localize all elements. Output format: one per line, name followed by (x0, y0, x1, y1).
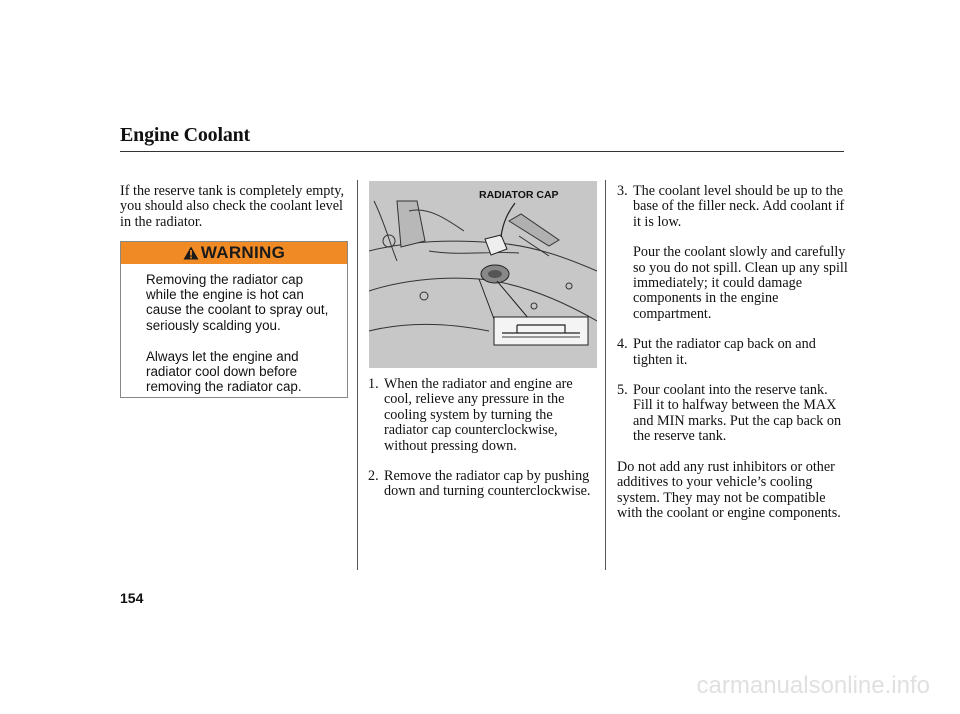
warning-body (121, 264, 347, 394)
intro-paragraph: If the reserve tank is completely empty, you should also check the coolant level in the radiator. (120, 183, 345, 230)
list-item (617, 184, 849, 230)
step-text: Remove the radiator cap by pushing down and turning counterclockwise. (384, 468, 591, 500)
step-number: 3. (617, 183, 628, 199)
page-number: 154 (120, 590, 144, 606)
warning-box (120, 241, 348, 398)
radiator-cap-illustration (369, 181, 597, 368)
warning-paragraph: Removing the radiator cap while the engine is hot can cause the coolant to spray out, seriously scalding you. (146, 272, 329, 333)
additive-note: Do not add any rust inhibitors or other additives to your vehicle’s cooling system. They may not be compatible with the coolant or engine components. (617, 458, 841, 521)
list-item (368, 469, 600, 500)
step-number: 2. (368, 468, 379, 485)
column-divider (357, 180, 358, 570)
list-item (617, 337, 849, 368)
step-number: 5. (617, 382, 628, 399)
warning-heading: WARNING (200, 243, 286, 262)
step-note: Pour the coolant slowly and carefully so you do not spill. Clean up any spill immediately; it could damage components in the engine compartment. (633, 244, 848, 322)
step-text: Pour coolant into the reserve tank. Fill it to halfway between the MAX and MIN marks. Put the cap back on the reserve tank. (633, 382, 842, 445)
warning-header (121, 242, 347, 264)
step-text: Put the radiator cap back on and tighten it. (633, 336, 816, 368)
list-item (617, 383, 849, 445)
middle-column (368, 377, 600, 500)
step-number: 1. (368, 376, 379, 392)
left-column (120, 184, 348, 230)
column-divider (605, 180, 606, 570)
warning-paragraph: Always let the engine and radiator cool down before removing the radiator cap. (146, 348, 302, 395)
title-rule (120, 151, 844, 152)
list-item (368, 377, 600, 454)
page-title: Engine Coolant (120, 124, 251, 146)
figure-label: RADIATOR CAP (479, 189, 559, 201)
right-column (617, 184, 849, 521)
warning-triangle-icon (183, 244, 199, 266)
watermark: carmanualsonline.info (696, 672, 930, 699)
step-number: 4. (617, 336, 628, 353)
radiator-cap-figure (369, 181, 597, 368)
step-text: When the radiator and engine are cool, relieve any pressure in the cooling system by turning the radiator cap counterclockwise, without pressing down. (384, 376, 573, 454)
step-text: The coolant level should be up to the base of the filler neck. Add coolant if it is low. (633, 183, 845, 230)
